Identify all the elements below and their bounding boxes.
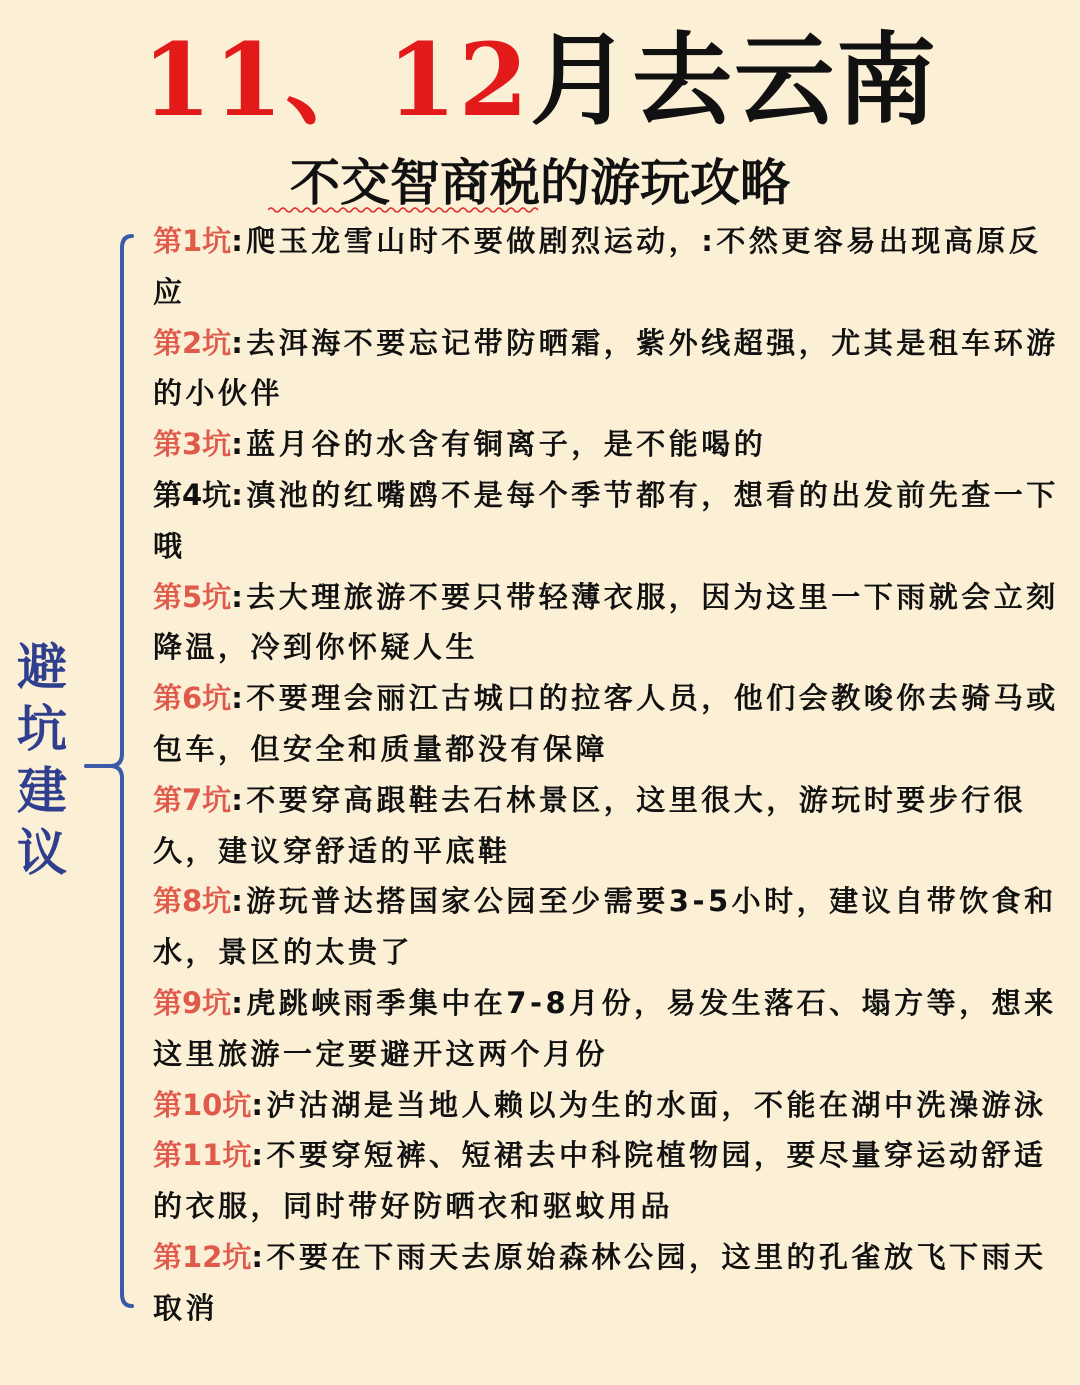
tip-text: :不要穿高跟鞋去石林景区，这里很大，游玩时要步行很久，建议穿舒适的平底鞋 [153,782,1027,868]
tip-item [153,470,1065,572]
tip-item [153,419,1065,470]
tip-item [153,1080,1065,1131]
tip-number: 第3坑 [153,427,232,462]
tips-list [153,216,1065,1334]
tip-item [153,1232,1065,1334]
tip-number: 第7坑 [153,782,232,817]
tip-item [153,673,1065,775]
tip-number: 第5坑 [153,579,232,614]
tip-item [153,876,1065,978]
left-brace-bracket [80,226,160,1316]
tip-text: :爬玉龙雪山时不要做剧烈运动，:不然更容易出现高原反应 [153,224,1042,309]
tip-text: :滇池的红嘴鸥不是每个季节都有，想看的出发前先查一下哦 [153,477,1059,563]
tip-text: :不要穿短裤、短裙去中科院植物园，要尽量穿运动舒适的衣服，同时带好防晒衣和驱蚊用品 [153,1138,1047,1224]
tip-number: 第9坑 [153,985,232,1020]
tip-text: :泸沽湖是当地人赖以为生的水面，不能在湖中洗澡游泳 [251,1087,1047,1122]
tip-text: :去大理旅游不要只带轻薄衣服，因为这里一下雨就会立刻降温，冷到你怀疑人生 [153,579,1059,665]
tip-number: 第8坑 [153,884,232,919]
tip-text: :不要在下雨天去原始森林公园，这里的孔雀放飞下雨天取消 [153,1239,1047,1325]
tip-item [153,318,1065,420]
side-label-char: 避 [17,637,67,696]
tip-item [153,216,1065,318]
tip-item [153,978,1065,1080]
page-title [0,20,1080,140]
side-label-char: 坑 [17,699,67,758]
side-label-char: 议 [17,823,67,882]
side-label-char: 建 [17,761,67,820]
tip-item [153,1130,1065,1232]
tip-number: 第4坑 [153,477,232,512]
side-label-avoid-pitfalls [12,636,72,884]
tip-text: :蓝月谷的水含有铜离子，是不能喝的 [231,427,767,462]
tip-number: 第11坑 [153,1138,252,1173]
page-subtitle: 不交智商税的游玩攻略 [290,153,790,212]
tip-item [153,572,1065,674]
tip-text: :虎跳峡雨季集中在7-8月份，易发生落石、塌方等，想来这里旅游一定要避开这两个月份 [153,985,1057,1071]
tip-text: :不要理会丽江古城口的拉客人员，他们会教唆你去骑马或包车，但安全和质量都没有保障 [153,681,1059,766]
tip-text: :游玩普达搭国家公园至少需要3-5小时，建议自带饮食和水，景区的太贵了 [153,884,1057,970]
tip-item [153,775,1065,877]
tip-number: 第10坑 [153,1087,252,1122]
tip-number: 第1坑 [153,224,232,258]
tip-number: 第6坑 [153,681,232,716]
tip-text: :去洱海不要忘记带防晒霜，紫外线超强，尤其是租车环游的小伙伴 [153,325,1059,411]
title-red-part: 11、12 [141,21,531,139]
tip-number: 第12坑 [153,1239,252,1274]
subtitle-underline-squiggle [268,206,540,214]
tip-number: 第2坑 [153,325,232,360]
title-black-part: 月去云南 [530,21,939,139]
